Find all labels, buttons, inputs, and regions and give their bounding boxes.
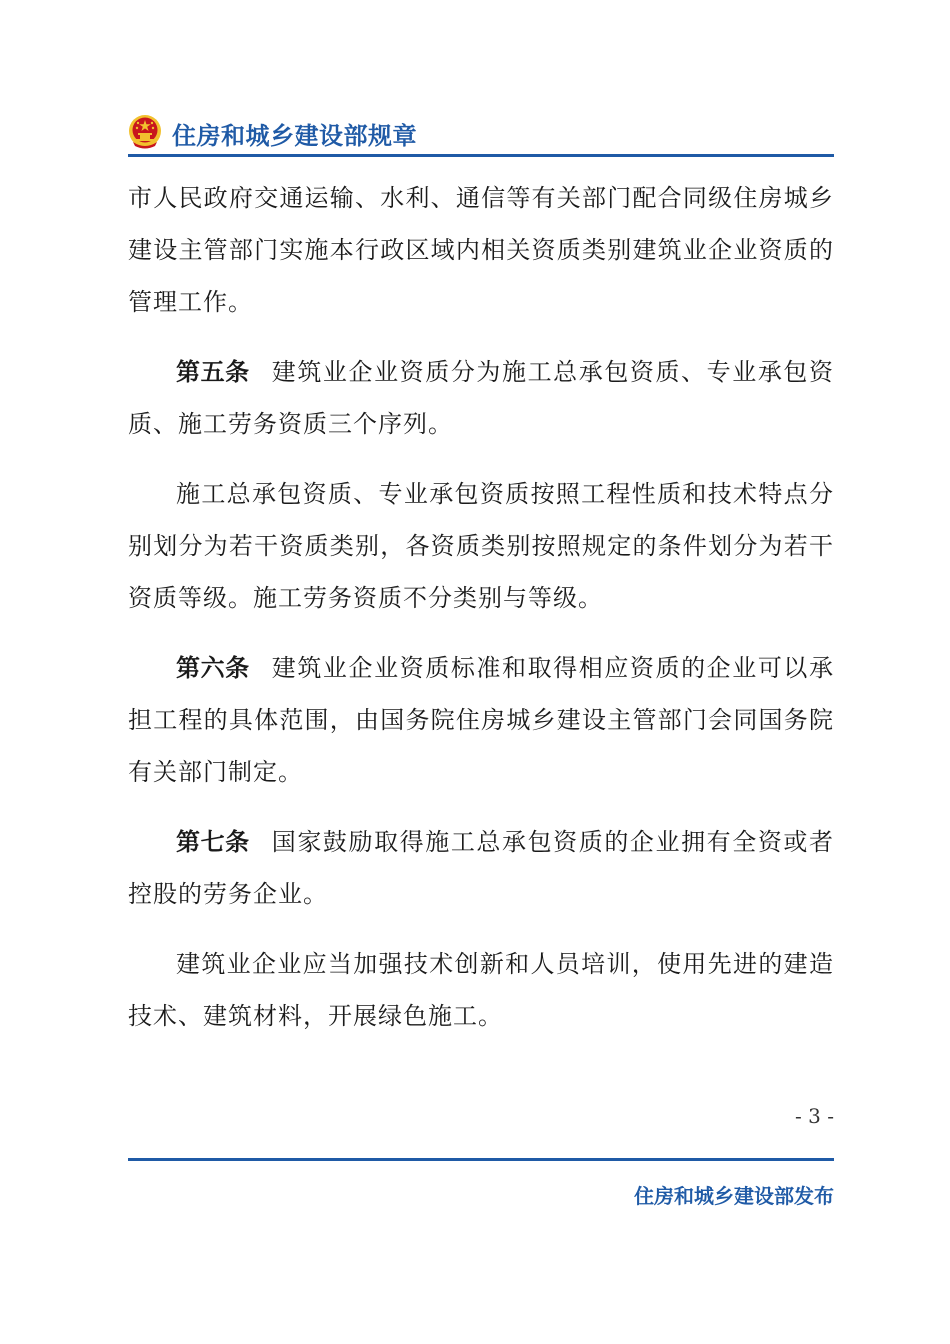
article-7-text: 国家鼓励取得施工总承包资质的企业拥有全资或者控股的劳务企业。 — [128, 828, 834, 908]
article-7 — [128, 816, 834, 920]
document-body — [128, 172, 834, 1042]
header-title: 住房和城乡建设部规章 — [172, 122, 417, 150]
national-emblem-icon — [128, 114, 162, 150]
article-5-label: 第五条 — [176, 358, 250, 386]
page-header — [128, 112, 834, 154]
article-6-text: 建筑业企业资质标准和取得相应资质的企业可以承担工程的具体范围，由国务院住房城乡建设主管部门会同国务院有关部门制定。 — [128, 654, 834, 786]
article-6-label: 第六条 — [176, 654, 250, 682]
paragraph-qualification-categories: 施工总承包资质、专业承包资质按照工程性质和技术特点分别划分为若干资质类别，各资质类别按照规定的条件划分为若干资质等级。施工劳务资质不分类别与等级。 — [128, 480, 834, 612]
footer-publisher: 住房和城乡建设部发布 — [634, 1184, 834, 1208]
page-number: - 3 - — [795, 1104, 834, 1128]
article-7-label: 第七条 — [176, 828, 250, 856]
article-6 — [128, 642, 834, 798]
article-5 — [128, 346, 834, 450]
paragraph-continuation: 市人民政府交通运输、水利、通信等有关部门配合同级住房城乡建设主管部门实施本行政区域内相关资质类别建筑业企业资质的管理工作。 — [128, 184, 834, 316]
article-5-text: 建筑业企业资质分为施工总承包资质、专业承包资质、施工劳务资质三个序列。 — [128, 358, 834, 438]
footer-divider — [128, 1158, 834, 1161]
paragraph-innovation: 建筑业企业应当加强技术创新和人员培训，使用先进的建造技术、建筑材料，开展绿色施工。 — [128, 950, 834, 1030]
header-divider — [128, 154, 834, 157]
